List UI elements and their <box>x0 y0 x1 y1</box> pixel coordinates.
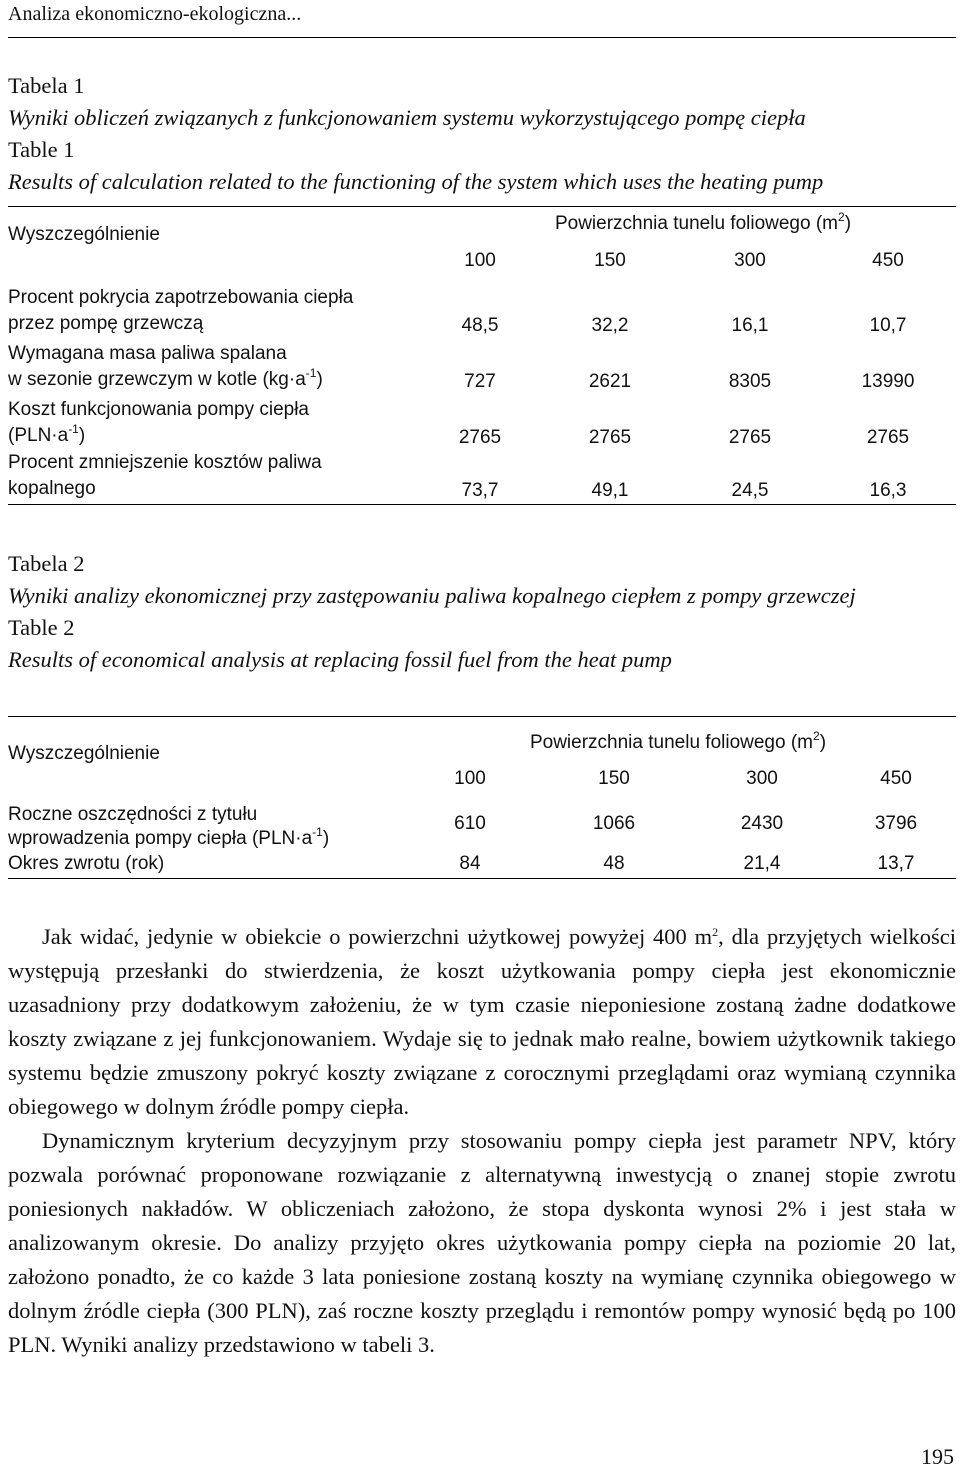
table1 <box>8 206 956 505</box>
table1-caption <box>8 70 956 198</box>
cell: 2430 <box>740 812 784 834</box>
table1-col-header: Wyszczególnienie <box>8 223 160 245</box>
cell: 49,1 <box>591 480 629 501</box>
cell: 13,7 <box>877 853 915 875</box>
cell: 48,5 <box>461 314 499 336</box>
cell: 3796 <box>874 812 918 834</box>
paragraph-2: Dynamicznym kryterium decyzyjnym przy stosowaniu pompy ciepła jest parametr NPV, który pozwala porównać proponowane rozwiązanie z alternatywną inwestycją o znanej stopie zwrotu poniesionych nakładów. W obliczeniach założono, że stopa dyskonta wynosi 2% i jest stała w analizowanym okresie. Do analizy przyjęto okres użytkowania pompy ciepła na poziomie 20 lat, założono ponadto, że co każde 3 lata poniesione zostaną koszty na wymianę czynnika obiegowego w dolnym źródle ciepła (300 PLN), zaś roczne koszty przeglądu i remontów pompy wynosić będą po 100 PLN. Wyniki analizy przedstawiono w tabeli 3. <box>8 1128 956 1357</box>
body-text <box>8 920 956 1362</box>
running-title: Analiza ekonomiczno-ekologiczna... <box>8 3 302 25</box>
table2-column-150: 150 <box>598 767 630 789</box>
table1-column-100: 100 <box>464 249 496 271</box>
cell: 48 <box>603 853 625 875</box>
table-row <box>8 797 956 851</box>
table1-group-header: Powierzchnia tunelu foliowego $(m^2)$ <box>554 209 852 234</box>
cell: 610 <box>454 812 486 834</box>
table1-label-pl: Tabela 1 <box>8 73 85 98</box>
row-label: Procent pokrycia zapotrzebowania ciepła przez pompę grzewczą <box>8 286 354 334</box>
cell: 73,7 <box>461 480 499 501</box>
row-label: Wymagana masa paliwa spalana w sezonie grzewczym w kotle $(kg\cdot a^{-1})$ <box>8 342 323 390</box>
cell: 24,5 <box>731 480 769 501</box>
table2-column-300: 300 <box>746 767 778 789</box>
cell: 2765 <box>588 426 632 448</box>
table2-label-pl: Tabela 2 <box>8 551 85 576</box>
page-number: 195 <box>921 1444 954 1469</box>
table2-column-450: 450 <box>880 767 912 789</box>
table1-column-450: 450 <box>872 249 904 271</box>
cell: 2765 <box>866 426 910 448</box>
cell: 16,3 <box>869 480 907 501</box>
table-row <box>8 851 956 879</box>
table1-label-en: Table 1 <box>8 137 75 162</box>
cell: 2765 <box>728 426 772 448</box>
cell: 10,7 <box>869 314 907 336</box>
running-header <box>8 0 956 36</box>
table1-title-pl: Wyniki obliczeń związanych z funkcjonowaniem systemu wykorzystującego pompę ciepła <box>8 105 806 130</box>
cell: 84 <box>459 853 481 875</box>
table-row <box>8 281 956 337</box>
cell: 32,2 <box>591 314 629 336</box>
table2-col-header: Wyszczególnienie <box>8 742 160 764</box>
header-rule <box>8 37 956 38</box>
table2-caption <box>8 548 956 676</box>
cell: 13990 <box>861 370 915 392</box>
table1-column-150: 150 <box>594 249 626 271</box>
table-row <box>8 393 956 449</box>
table2 <box>8 716 956 879</box>
table2-column-100: 100 <box>454 767 486 789</box>
table2-title-en: Results of economical analysis at replacing fossil fuel from the heat pump <box>8 647 672 672</box>
cell: 16,1 <box>731 314 769 336</box>
table2-title-pl: Wyniki analizy ekonomicznej przy zastępowaniu paliwa kopalnego ciepłem z pompy grzewczej <box>8 583 856 608</box>
row-label: Roczne oszczędności z tytułu wprowadzenia pompy ciepła $(PLN\cdot a^{-1})$ <box>8 803 330 849</box>
row-label: Okres zwrotu (rok) <box>8 853 165 875</box>
cell: 727 <box>464 370 496 392</box>
cell: 2765 <box>458 426 502 448</box>
table-row <box>8 337 956 393</box>
table2-group-header: Powierzchnia tunelu foliowego $(m^2)$ <box>529 728 827 753</box>
cell: 2621 <box>588 370 632 392</box>
cell: 21,4 <box>743 853 781 875</box>
table1-header-row <box>8 207 956 241</box>
row-label: Procent zmniejszenie kosztów paliwa kopalnego <box>8 452 322 499</box>
table1-title-en: Results of calculation related to the functioning of the system which uses the heating pump <box>8 169 824 194</box>
cell: 1066 <box>592 812 636 834</box>
table1-column-300: 300 <box>734 249 766 271</box>
table2-label-en: Table 2 <box>8 615 75 640</box>
paragraph-1: Jak widać, jedynie w obiekcie o powierzchni użytkowej powyżej 400 $m^2$, dla przyjętych wielkości występują przesłanki do stwierdzenia, że koszt użytkowania pompy ciepła jest ekonomicznie uzasadniony przy dodatkowym założeniu, że w tym czasie nieponiesione zostaną żadne dodatkowe koszty związane z jej funkcjonowaniem. Wydaje się to jednak mało realne, bowiem użytkownik takiego systemu będzie zmuszony pokryć koszty związane z corocznymi przeglądami oraz wymianą czynnika obiegowego w dolnym źródle pompy ciepła. <box>8 924 956 1119</box>
table2-header-row <box>8 717 956 761</box>
table-row <box>8 449 956 505</box>
row-label: Koszt funkcjonowania pompy ciepła $(PLN\cdot a^{-1})$ <box>8 398 310 446</box>
cell: 8305 <box>728 370 772 392</box>
